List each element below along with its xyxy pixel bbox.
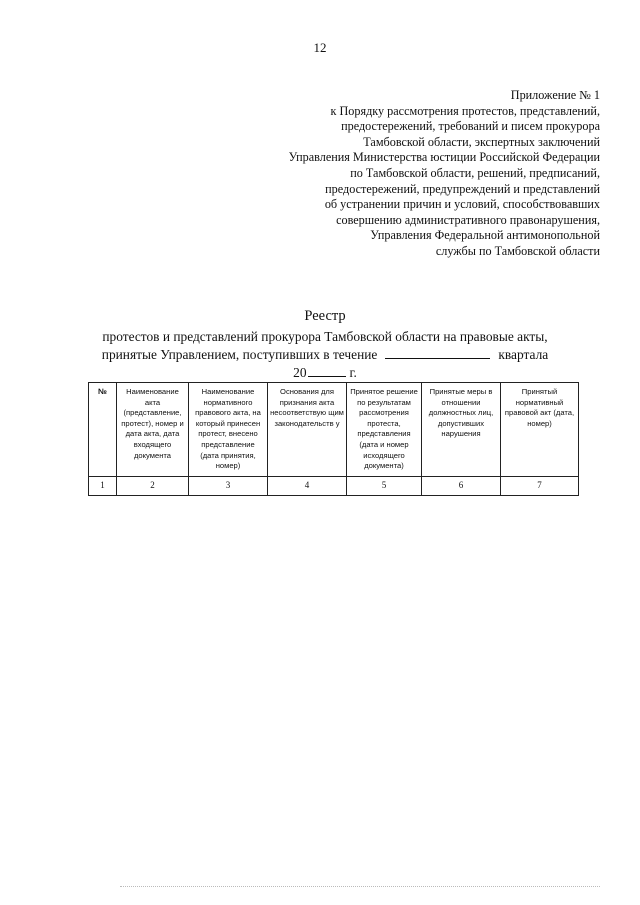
column-header: Наименование нормативного правового акта, на который принесен протест, внесено представление (дата принятия, номер)	[189, 383, 268, 477]
year-blank-field[interactable]	[308, 364, 346, 377]
column-number: 7	[501, 476, 579, 495]
appendix-line: об устранении причин и условий, способствовавших	[324, 197, 600, 212]
column-header: Принятые меры в отношении должностных лиц, допустивших нарушения	[422, 383, 501, 477]
column-header: Принятый нормативный правовой акт (дата, номер)	[501, 383, 579, 477]
column-header: Наименование акта (представление, протест), номер и дата акта, дата входящего документа	[117, 383, 189, 477]
table-header-row	[89, 383, 579, 477]
appendix-line: по Тамбовской области, решений, предписаний,	[350, 165, 600, 180]
quarter-blank-field[interactable]	[385, 346, 490, 359]
appendix-line: Управления Министерства юстиции Российской Федерации	[288, 150, 600, 165]
year-prefix: 20	[293, 365, 307, 380]
page-number: 12	[313, 40, 327, 55]
column-number: 4	[268, 476, 347, 495]
title-subject: протестов и представлений прокурора Тамбовской области на правовые акты,	[102, 329, 548, 344]
column-number: 1	[89, 476, 117, 495]
title-period-prefix: принятые Управлением, поступивших в течение	[101, 347, 378, 362]
appendix-line: службы по Тамбовской области	[435, 243, 600, 258]
year-suffix: г.	[349, 365, 357, 380]
appendix-line: Управления Федеральной антимонопольной	[370, 228, 600, 243]
registry-title	[60, 307, 590, 382]
column-header: №	[89, 383, 117, 477]
title-year-line	[60, 364, 590, 382]
appendix-line: совершению административного правонарушения,	[336, 212, 600, 227]
appendix-line: предостережений, требований и писем прокурора	[341, 119, 600, 134]
title-period-line	[60, 346, 590, 364]
column-header: Принятое решение по результатам рассмотрения протеста, представления (дата и номер исходящего документа)	[347, 383, 422, 477]
appendix-line: Тамбовской области, экспертных заключений	[363, 134, 600, 149]
column-number: 3	[189, 476, 268, 495]
title-registry: Реестр	[304, 308, 346, 324]
column-number: 2	[117, 476, 189, 495]
appendix-line: предостережений, предупреждений и представлений	[325, 181, 600, 196]
table-row	[89, 476, 579, 495]
column-number: 5	[347, 476, 422, 495]
title-period-suffix: квартала	[498, 347, 549, 362]
registry-table	[88, 382, 579, 496]
column-header: Основания для признания акта несоответствую щим законодательств у	[268, 383, 347, 477]
column-number: 6	[422, 476, 501, 495]
appendix-line: Приложение № 1	[510, 88, 600, 102]
appendix-reference	[240, 88, 600, 260]
scan-footer-artifact	[120, 885, 600, 887]
appendix-line: к Порядку рассмотрения протестов, представлений,	[330, 103, 600, 118]
